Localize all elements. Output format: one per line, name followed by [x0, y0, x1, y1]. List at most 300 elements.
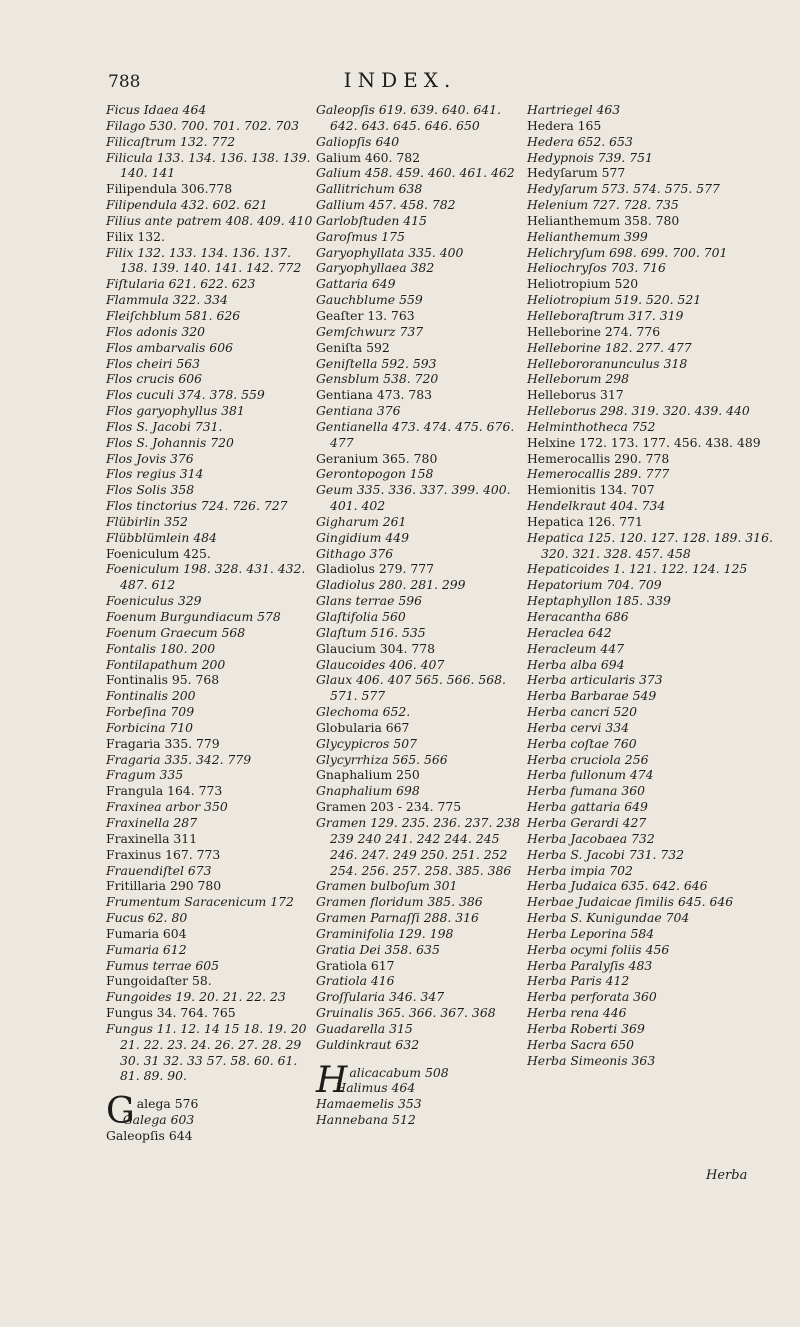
index-entry-text: Hepatica 125. 120. 127. 128. 189. 316. 320. 321. 328. 457. 458 [527, 529, 777, 561]
index-entry [106, 942, 318, 958]
index-entry-text: Helminthotheca 752 [527, 418, 656, 434]
index-entry-text: Fontinalis 95. 768 [106, 672, 220, 688]
index-entry [106, 482, 318, 498]
index-entry [316, 989, 529, 1005]
index-entry [106, 831, 318, 847]
index-entry-text: Gattaria 649 [316, 276, 396, 292]
index-entry-text: alicacabum 508 [349, 1064, 449, 1080]
index-entry-text: Herba Jacobaea 732 [527, 830, 655, 846]
index-entry-text: Flos cheiri 563 [106, 355, 201, 371]
index-entry [527, 688, 782, 704]
index-entry-text: Forbeſina 709 [106, 704, 195, 720]
index-entry [316, 1005, 529, 1021]
index-entry [106, 324, 318, 340]
index-entry [527, 150, 782, 166]
index-entry [527, 863, 782, 879]
index-entry [316, 577, 529, 593]
index-entry [527, 387, 782, 403]
index-entry-text: Filicaſtrum 132. 772 [106, 133, 236, 149]
index-entry [527, 134, 782, 150]
index-entry [106, 197, 318, 213]
index-entry [316, 1096, 529, 1112]
index-entry-text: Frumentum Saracenicum 172 [106, 894, 294, 910]
index-entry [316, 466, 529, 482]
index-entry-text: Fragaria 335. 342. 779 [106, 751, 252, 767]
index-entry-text: Guadarella 315 [316, 1020, 413, 1036]
index-entry [106, 736, 318, 752]
index-entry [106, 1112, 318, 1128]
index-entry [316, 1112, 529, 1128]
index-entry [527, 561, 782, 577]
index-entry-text: Helleborine 274. 776 [527, 323, 661, 339]
index-entry [106, 1128, 318, 1144]
index-entry [316, 704, 529, 720]
index-entry-text: Hemerocallis 289. 777 [527, 466, 670, 482]
index-entry [316, 752, 529, 768]
index-entry-text: Herba Paris 412 [527, 973, 630, 989]
index-entry-text: Frangula 164. 773 [106, 783, 223, 799]
index-entry [106, 1021, 318, 1084]
index-entry-text: Hedyſarum 573. 574. 575. 577 [527, 181, 720, 197]
index-entry-text: Galeopſis 619. 639. 640. 641. 642. 643. 645. 646. 650 [316, 102, 505, 133]
index-entry-text: Groſſularia 346. 347 [316, 989, 445, 1005]
index-entry-text: Gensblum 538. 720 [316, 371, 439, 387]
index-entry [527, 942, 782, 958]
index-entry [527, 894, 782, 910]
index-entry [316, 942, 529, 958]
index-entry [527, 498, 782, 514]
index-entry [527, 276, 782, 292]
index-entry [527, 752, 782, 768]
index-entry-text: Gemſchwurz 737 [316, 323, 424, 339]
index-entry [106, 134, 318, 150]
index-entry [527, 118, 782, 134]
index-entry [106, 973, 318, 989]
index-entry-text: Flos S. Johannis 720 [106, 434, 234, 450]
index-entry [106, 609, 318, 625]
index-entry-text: Glaucoides 406. 407 [316, 656, 445, 672]
index-entry-text: Gramen Parnaſſi 288. 316 [316, 910, 479, 926]
index-entry [106, 276, 318, 292]
index-entry [527, 783, 782, 799]
index-entry-text: Gladiolus 279. 777 [316, 561, 435, 577]
index-entry-text: Herba Leporina 584 [527, 925, 655, 941]
index-entry [527, 324, 782, 340]
index-entry-text: Flos garyophyllus 381 [106, 403, 245, 419]
index-entry [316, 419, 529, 451]
index-entry-text: Gramen bulboſum 301 [316, 878, 458, 894]
index-entry-text: Flos Solis 358 [106, 482, 195, 498]
index-entry-text: Flammula 322. 334 [106, 292, 228, 308]
index-entry [106, 102, 318, 118]
index-entry [106, 403, 318, 419]
index-entry-text: Herba Gerardi 427 [527, 814, 647, 830]
index-entry [527, 847, 782, 863]
index-entry-text: Herba rena 446 [527, 1005, 627, 1021]
index-entry-text: Hepaticoides 1. 121. 122. 124. 125 [527, 561, 748, 577]
index-entry [527, 102, 782, 118]
index-entry-text: Guldinkraut 632 [316, 1036, 420, 1052]
index-entry-text: Graminifolia 129. 198 [316, 925, 454, 941]
index-entry [316, 213, 529, 229]
index-entry-text: Gentiana 376 [316, 403, 401, 419]
index-entry-text: Gigharum 261 [316, 513, 407, 529]
index-entry-text: Gramen 129. 235. 236. 237. 238 239 240 241. 242 244. 245 246. 247. 249 250. 251. 252 254. 256. 257. 258. 385. 386 [316, 814, 524, 878]
index-entry [106, 847, 318, 863]
index-entry [106, 498, 318, 514]
index-entry [106, 514, 318, 530]
index-entry-text: Flos regius 314 [106, 466, 204, 482]
index-column-3 [527, 102, 782, 1068]
index-entry [106, 546, 318, 562]
index-entry [106, 720, 318, 736]
index-entry [527, 767, 782, 783]
index-entry [316, 736, 529, 752]
index-entry-text: Herba Sacra 650 [527, 1036, 635, 1052]
index-entry [527, 878, 782, 894]
index-entry [106, 672, 318, 688]
index-entry-text: Flos crucis 606 [106, 371, 203, 387]
index-entry [316, 292, 529, 308]
index-entry [106, 783, 318, 799]
index-entry-text: Filix 132. [106, 228, 166, 244]
index-entry-text: Herba cancri 520 [527, 704, 638, 720]
index-entry-text: Fontinalis 200 [106, 688, 196, 704]
index-entry [316, 340, 529, 356]
index-entry [527, 641, 782, 657]
index-entry-text: Gratiola 416 [316, 973, 395, 989]
index-entry-text: Helleborine 182. 277. 477 [527, 339, 692, 355]
index-entry [527, 482, 782, 498]
index-entry-text: Garoſmus 175 [316, 228, 405, 244]
index-entry-text: Geranium 365. 780 [316, 450, 438, 466]
index-entry-text: Glycypicros 507 [316, 735, 417, 751]
index-entry-text: Helleborus 298. 319. 320. 439. 440 [527, 403, 750, 419]
index-entry-text: Galium 458. 459. 460. 461. 462 [316, 165, 515, 181]
index-entry-text: Flübblümlein 484 [106, 529, 217, 545]
index-entry-text: Frauendiſtel 673 [106, 862, 212, 878]
index-entry-text: Herba cervi 334 [527, 719, 630, 735]
index-entry [106, 530, 318, 546]
index-entry-text: Gauchblume 559 [316, 292, 423, 308]
index-entry-text: Gramen 203 - 234. 775 [316, 799, 462, 815]
index-entry [106, 340, 318, 356]
index-entry [106, 1005, 318, 1021]
index-entry-text: Gratia Dei 358. 635 [316, 941, 440, 957]
index-entry-text: Fungus 11. 12. 14 15 18. 19. 20 21. 22. 23. 24. 26. 27. 28. 29 30. 31 32. 33 57. 58. 60. 61. 81. 89. 90. [106, 1020, 311, 1084]
index-entry [316, 783, 529, 799]
index-entry [316, 593, 529, 609]
index-entry-text: Glans terrae 596 [316, 593, 422, 609]
index-entry [106, 767, 318, 783]
index-entry-text: Helianthemum 399 [527, 228, 648, 244]
index-entry [527, 815, 782, 831]
index-entry-text: Filix 132. 133. 134. 136. 137. 138. 139. 140. 141. 142. 772 [106, 244, 302, 276]
index-entry-text: Gentiana 473. 783 [316, 387, 433, 403]
index-entry-text: Fiſtularia 621. 622. 623 [106, 276, 256, 292]
index-entry-text: Geniſta 592 [316, 339, 390, 355]
index-entry [106, 593, 318, 609]
index-entry [316, 514, 529, 530]
index-entry [527, 577, 782, 593]
index-entry-text: Galega 603 [122, 1112, 195, 1128]
index-entry-text: Heracantha 686 [527, 609, 629, 624]
index-entry-text: Geum 335. 336. 337. 399. 400. 401. 402 [316, 482, 515, 514]
index-column-2 [316, 102, 529, 1128]
index-entry-text: Fungoidaſter 58. [106, 973, 212, 989]
index-entry [106, 435, 318, 451]
index-entry [106, 229, 318, 245]
index-entry-text: Fumus terrae 605 [106, 957, 220, 973]
index-entry [527, 657, 782, 673]
index-entry-text: Helichryſum 698. 699. 700. 701 [527, 244, 728, 260]
index-entry [527, 340, 782, 356]
index-entry-text: Gallium 457. 458. 782 [316, 197, 456, 213]
index-entry [527, 1005, 782, 1021]
index-entry-text: Helleborus 317 [527, 387, 624, 403]
index-entry-text: Gladiolus 280. 281. 299 [316, 577, 466, 593]
index-entry-text: Hannebana 512 [316, 1112, 416, 1128]
index-entry-text: Herba Judaica 635. 642. 646 [527, 878, 708, 894]
index-entry [106, 926, 318, 942]
index-entry [527, 799, 782, 815]
index-entry [316, 260, 529, 276]
index-entry-text: Githago 376 [316, 545, 394, 561]
index-entry [316, 625, 529, 641]
index-entry-text: Fragum 335 [106, 767, 184, 783]
index-entry [527, 308, 782, 324]
index-entry [316, 799, 529, 815]
index-entry-text: Hedera 165 [527, 117, 602, 133]
index-entry-text: Fraxinus 167. 773 [106, 846, 221, 862]
index-entry-text: Herba coſtae 760 [527, 735, 637, 751]
index-entry [316, 356, 529, 372]
index-entry [106, 989, 318, 1005]
index-entry-text: Glaux 406. 407 565. 566. 568. 571. 577 [316, 672, 510, 704]
index-entry-text: Herbae Judaicae ſimilis 645. 646 [527, 894, 734, 910]
index-entry [106, 213, 318, 229]
index-entry [316, 308, 529, 324]
index-entry-text: Glechoma 652. [316, 704, 411, 720]
index-entry-text: Fontalis 180. 200 [106, 640, 216, 656]
index-entry [527, 165, 782, 181]
index-entry-text: Herba S. Kunigundae 704 [527, 910, 690, 926]
index-entry [527, 1037, 782, 1053]
index-entry-text: Hemerocallis 290. 778 [527, 450, 670, 466]
catchword: Herba [706, 1168, 748, 1183]
index-entry [527, 831, 782, 847]
index-entry-text: Geniſtella 592. 593 [316, 355, 437, 371]
index-entry [316, 973, 529, 989]
index-entry [106, 387, 318, 403]
page-title: INDEX. [343, 68, 457, 92]
index-entry-text: Fontilapathum 200 [106, 656, 226, 672]
section-drop-cap: H [316, 1059, 348, 1101]
index-entry [527, 356, 782, 372]
section-drop-cap: G [106, 1091, 135, 1133]
index-entry [106, 799, 318, 815]
index-entry [527, 704, 782, 720]
index-entry-text: Glaſtifolia 560 [316, 609, 406, 624]
index-entry-text: Garlobſtuden 415 [316, 212, 427, 228]
index-entry [106, 657, 318, 673]
index-entry [527, 973, 782, 989]
index-entry [106, 958, 318, 974]
index-entry [527, 958, 782, 974]
index-entry [527, 260, 782, 276]
index-entry-text: Hendelkraut 404. 734 [527, 498, 666, 514]
index-entry-text: Filipendula 432. 602. 621 [106, 197, 268, 213]
index-entry [106, 910, 318, 926]
index-entry [106, 561, 318, 593]
index-entry [106, 878, 318, 894]
index-entry-text: Herba ocymi foliis 456 [527, 941, 670, 957]
index-entry-text: Heraclea 642 [527, 624, 612, 640]
index-entry-text: Fraxinella 311 [106, 830, 198, 846]
index-entry [527, 989, 782, 1005]
index-entry [106, 466, 318, 482]
index-entry-text: Filicula 133. 134. 136. 138. 139. 140. 141 [106, 149, 315, 181]
index-entry-text: Fleiſchblum 581. 626 [106, 307, 241, 323]
index-entry-text: Hemionitis 134. 707 [527, 482, 655, 498]
index-entry-text: Helxine 172. 173. 177. 456. 438. 489 [527, 434, 761, 450]
index-entry-text: Fumaria 604 [106, 925, 187, 941]
index-entry [106, 292, 318, 308]
index-entry-text: Garyophyllata 335. 400 [316, 244, 464, 260]
index-entry-text: Fungus 34. 764. 765 [106, 1005, 236, 1021]
index-entry [316, 324, 529, 340]
index-entry [527, 609, 782, 625]
index-entry [527, 292, 782, 308]
index-entry-text: Helenium 727. 728. 735 [527, 197, 679, 213]
index-entry [106, 356, 318, 372]
index-entry [106, 625, 318, 641]
index-entry-text: Foenum Graecum 568 [106, 624, 246, 640]
index-entry-text: Fumaria 612 [106, 941, 187, 957]
index-entry-text: Herba Roberti 369 [527, 1020, 645, 1036]
index-entry-text: Hepatorium 704. 709 [527, 577, 662, 593]
index-entry-text: Gnaphalium 250 [316, 767, 420, 783]
index-entry [316, 245, 529, 261]
index-entry [316, 958, 529, 974]
index-entry [316, 561, 529, 577]
index-entry-text: Galiopſis 640 [316, 133, 400, 149]
index-entry-text: Flübirlin 352 [106, 513, 188, 529]
index-entry-text: Hedera 652. 653 [527, 133, 633, 149]
index-entry-text: Globularia 667 [316, 719, 410, 735]
index-entry-text: Gerontopogon 158 [316, 466, 434, 482]
index-entry [527, 514, 782, 530]
index-entry [527, 926, 782, 942]
index-entry [106, 815, 318, 831]
index-entry-text: Geaſter 13. 763 [316, 307, 415, 323]
index-entry-text: Gruinalis 365. 366. 367. 368 [316, 1005, 496, 1021]
index-entry [316, 815, 529, 878]
index-entry-text: Garyophyllaea 382 [316, 260, 435, 276]
index-entry-text: Helianthemum 358. 780 [527, 212, 680, 228]
section-gap [106, 1084, 318, 1096]
index-entry-text: Galium 460. 782 [316, 149, 421, 165]
index-entry-text: Flos tinctorius 724. 726. 727 [106, 498, 288, 514]
index-entry-text: Gingidium 449 [316, 529, 409, 545]
index-entry-text: Herba S. Jacobi 731. 732 [527, 846, 685, 862]
index-entry-text: Gramen floridum 385. 386 [316, 894, 483, 910]
index-entry-text: Herba perforata 360 [527, 989, 657, 1005]
index-entry-text: Hepatica 126. 771 [527, 513, 643, 529]
index-entry [106, 704, 318, 720]
index-entry-text: Herba cruciola 256 [527, 751, 649, 767]
index-entry-text: Filago 530. 700. 701. 702. 703 [106, 117, 299, 133]
index-entry [106, 308, 318, 324]
index-entry [316, 530, 529, 546]
index-entry-text: Flos cuculi 374. 378. 559 [106, 387, 265, 403]
index-entry-text: Heliotropium 520 [527, 276, 639, 292]
index-entry [527, 1021, 782, 1037]
index-entry-text: Heptaphyllon 185. 339 [527, 593, 671, 609]
index-entry-text: Filius ante patrem 408. 409. 410 [106, 212, 313, 228]
index-entry [106, 181, 318, 197]
index-entry-text: Foeniculus 329 [106, 593, 202, 609]
index-entry-text: Gentianella 473. 474. 475. 676. 477 [316, 418, 519, 450]
index-entry [106, 894, 318, 910]
page-number: 788 [108, 72, 141, 92]
index-entry [316, 276, 529, 292]
index-entry [316, 102, 529, 134]
index-entry-text: Heliotropium 519. 520. 521 [527, 292, 702, 308]
index-entry-text: Foenum Burgundiacum 578 [106, 609, 281, 624]
index-entry [316, 878, 529, 894]
index-entry [106, 688, 318, 704]
index-entry-text: Galeopſis 644 [106, 1128, 193, 1143]
index-entry [527, 245, 782, 261]
index-entry-text: Herba Paralyſis 483 [527, 957, 653, 973]
index-entry-text: Herba Barbarae 549 [527, 688, 657, 704]
index-entry [106, 118, 318, 134]
index-entry [106, 371, 318, 387]
section-gap [316, 1053, 529, 1065]
index-entry [316, 894, 529, 910]
index-entry-text: Herba alba 694 [527, 656, 625, 672]
index-entry [106, 419, 318, 435]
index-entry [527, 1053, 782, 1069]
index-entry-text: alega 576 [136, 1096, 199, 1112]
index-entry-text: Flos Jovis 376 [106, 450, 194, 466]
index-entry-text: Flos S. Jacobi 731. [106, 418, 223, 434]
index-entry [106, 150, 318, 182]
index-entry-text: Fraxinea arbor 350 [106, 799, 228, 815]
index-entry-text: Herba fumana 360 [527, 783, 645, 799]
index-entry [527, 451, 782, 467]
index-entry-text: Glaſtum 516. 535 [316, 624, 426, 640]
index-entry-text: Filipendula 306.778 [106, 181, 233, 197]
index-entry-text: Heracleum 447 [527, 640, 625, 656]
index-entry [527, 213, 782, 229]
index-entry-text: Foeniculum 425. [106, 545, 211, 561]
index-entry-text: Hedyſarum 577 [527, 165, 626, 181]
index-entry [527, 625, 782, 641]
index-entry-text: Gnaphalium 698 [316, 783, 420, 799]
index-entry [316, 1021, 529, 1037]
index-entry [527, 197, 782, 213]
index-entry-text: Glycyrrhiza 565. 566 [316, 751, 448, 767]
index-entry-text: Gratiola 617 [316, 957, 395, 973]
index-entry [106, 641, 318, 657]
index-entry [106, 752, 318, 768]
index-entry [316, 371, 529, 387]
index-column-1 [106, 102, 318, 1144]
index-entry [316, 720, 529, 736]
index-entry-text: Fraxinella 287 [106, 814, 198, 830]
